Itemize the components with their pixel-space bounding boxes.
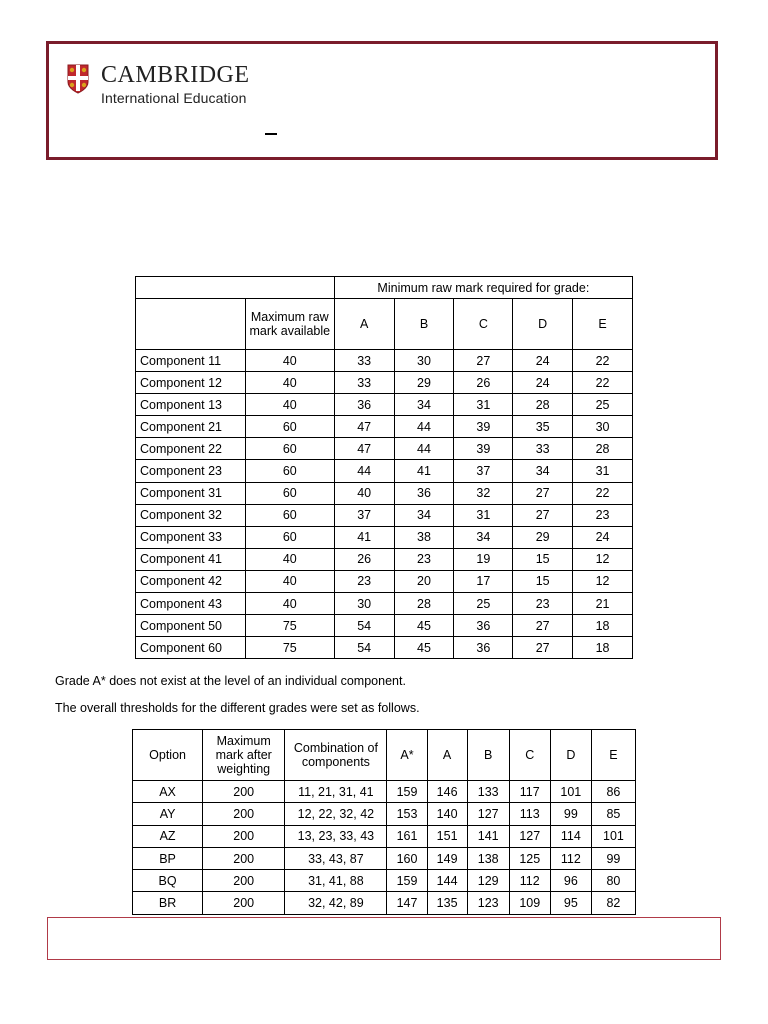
grade-astar-cell: 159 — [387, 870, 427, 892]
grade-a-cell: 30 — [334, 593, 394, 615]
grade-e-cell: 101 — [591, 825, 635, 847]
column-header: C — [454, 299, 513, 350]
grade-e-cell: 21 — [573, 593, 633, 615]
table-row — [136, 350, 633, 372]
combination-cell: 12, 22, 32, 42 — [285, 803, 387, 825]
grade-d-cell: 27 — [513, 482, 573, 504]
option-cell: BR — [133, 892, 203, 914]
grade-d-cell: 114 — [550, 825, 591, 847]
max-mark-cell: 40 — [245, 372, 334, 394]
grade-c-cell: 37 — [454, 460, 513, 482]
grade-d-cell: 24 — [513, 350, 573, 372]
max-mark-cell: 60 — [245, 504, 334, 526]
grade-c-cell: 26 — [454, 372, 513, 394]
brand-subtitle: International Education — [101, 90, 247, 106]
header-box — [46, 41, 718, 160]
grade-d-cell: 33 — [513, 438, 573, 460]
max-mark-cell: 60 — [245, 438, 334, 460]
column-header: A* — [387, 730, 427, 781]
grade-b-cell: 23 — [394, 548, 454, 570]
grade-a-cell: 36 — [334, 394, 394, 416]
grade-d-cell: 101 — [550, 781, 591, 803]
grade-b-cell: 36 — [394, 482, 454, 504]
grade-a-cell: 40 — [334, 482, 394, 504]
grade-d-cell: 15 — [513, 548, 573, 570]
max-mark-cell: 40 — [245, 350, 334, 372]
grade-a-cell: 47 — [334, 416, 394, 438]
option-cell: AZ — [133, 825, 203, 847]
option-cell: BQ — [133, 870, 203, 892]
grade-b-cell: 34 — [394, 504, 454, 526]
grade-d-cell: 99 — [550, 803, 591, 825]
grade-d-cell: 28 — [513, 394, 573, 416]
grade-c-cell: 109 — [509, 892, 550, 914]
grade-a-cell: 54 — [334, 637, 394, 659]
grade-e-cell: 86 — [591, 781, 635, 803]
group-header: Minimum raw mark required for grade: — [334, 277, 632, 299]
grade-d-cell: 29 — [513, 526, 573, 548]
grade-astar-cell: 153 — [387, 803, 427, 825]
table-row — [136, 526, 633, 548]
grade-a-cell: 140 — [427, 803, 467, 825]
combination-cell: 11, 21, 31, 41 — [285, 781, 387, 803]
grade-a-cell: 41 — [334, 526, 394, 548]
grade-astar-cell: 159 — [387, 781, 427, 803]
grade-d-cell: 23 — [513, 593, 573, 615]
grade-e-cell: 23 — [573, 504, 633, 526]
grade-e-cell: 99 — [591, 847, 635, 869]
grade-a-cell: 44 — [334, 460, 394, 482]
column-header: B — [394, 299, 454, 350]
grade-b-cell: 29 — [394, 372, 454, 394]
column-header: C — [509, 730, 550, 781]
grade-e-cell: 80 — [591, 870, 635, 892]
grade-e-cell: 85 — [591, 803, 635, 825]
column-header: Maximum raw mark available — [245, 299, 334, 350]
component-name-cell: Component 31 — [136, 482, 246, 504]
table-row — [136, 548, 633, 570]
grade-c-cell: 127 — [509, 825, 550, 847]
header-blank — [136, 277, 335, 299]
grade-d-cell: 34 — [513, 460, 573, 482]
max-mark-cell: 75 — [245, 637, 334, 659]
component-name-cell: Component 13 — [136, 394, 246, 416]
grade-c-cell: 125 — [509, 847, 550, 869]
component-name-cell: Component 22 — [136, 438, 246, 460]
table-header-row — [136, 299, 633, 350]
grade-c-cell: 36 — [454, 637, 513, 659]
grade-b-cell: 138 — [467, 847, 509, 869]
table-header-row — [136, 277, 633, 299]
grade-c-cell: 32 — [454, 482, 513, 504]
grade-d-cell: 15 — [513, 570, 573, 592]
grade-e-cell: 30 — [573, 416, 633, 438]
grade-b-cell: 127 — [467, 803, 509, 825]
table-row — [136, 615, 633, 637]
max-mark-cell: 200 — [203, 870, 285, 892]
grade-a-cell: 37 — [334, 504, 394, 526]
table-row — [133, 847, 636, 869]
column-header: D — [513, 299, 573, 350]
grade-c-cell: 19 — [454, 548, 513, 570]
grade-b-cell: 141 — [467, 825, 509, 847]
grade-e-cell: 25 — [573, 394, 633, 416]
column-header: D — [550, 730, 591, 781]
table-header-row — [133, 730, 636, 781]
component-name-cell: Component 21 — [136, 416, 246, 438]
grade-a-cell: 33 — [334, 350, 394, 372]
grade-e-cell: 18 — [573, 615, 633, 637]
grade-d-cell: 112 — [550, 847, 591, 869]
grade-e-cell: 22 — [573, 350, 633, 372]
table-row — [136, 372, 633, 394]
max-mark-cell: 200 — [203, 892, 285, 914]
component-name-cell: Component 60 — [136, 637, 246, 659]
grade-e-cell: 82 — [591, 892, 635, 914]
table-row — [136, 438, 633, 460]
grade-c-cell: 31 — [454, 504, 513, 526]
table-row — [136, 394, 633, 416]
grade-e-cell: 12 — [573, 570, 633, 592]
table-row — [136, 460, 633, 482]
table-row — [136, 570, 633, 592]
component-name-cell: Component 32 — [136, 504, 246, 526]
grade-b-cell: 41 — [394, 460, 454, 482]
grade-b-cell: 123 — [467, 892, 509, 914]
max-mark-cell: 75 — [245, 615, 334, 637]
option-cell: AX — [133, 781, 203, 803]
note-no-astar: Grade A* does not exist at the level of an individual component. — [55, 674, 406, 688]
grade-e-cell: 31 — [573, 460, 633, 482]
grade-e-cell: 18 — [573, 637, 633, 659]
max-mark-cell: 40 — [245, 394, 334, 416]
grade-d-cell: 24 — [513, 372, 573, 394]
max-mark-cell: 200 — [203, 803, 285, 825]
grade-c-cell: 34 — [454, 526, 513, 548]
combination-cell: 31, 41, 88 — [285, 870, 387, 892]
grade-c-cell: 112 — [509, 870, 550, 892]
grade-b-cell: 44 — [394, 416, 454, 438]
grade-c-cell: 27 — [454, 350, 513, 372]
table-row — [133, 870, 636, 892]
table-row — [136, 637, 633, 659]
grade-e-cell: 28 — [573, 438, 633, 460]
component-thresholds-table — [135, 276, 633, 659]
table-row — [133, 781, 636, 803]
component-name-cell: Component 42 — [136, 570, 246, 592]
grade-c-cell: 25 — [454, 593, 513, 615]
grade-c-cell: 17 — [454, 570, 513, 592]
table-row — [136, 482, 633, 504]
grade-c-cell: 39 — [454, 416, 513, 438]
grade-c-cell: 117 — [509, 781, 550, 803]
grade-astar-cell: 147 — [387, 892, 427, 914]
table-row — [133, 803, 636, 825]
title-dash — [265, 133, 277, 135]
grade-d-cell: 35 — [513, 416, 573, 438]
grade-d-cell: 27 — [513, 504, 573, 526]
option-rows — [133, 781, 636, 915]
combination-cell: 32, 42, 89 — [285, 892, 387, 914]
combination-cell: 13, 23, 33, 43 — [285, 825, 387, 847]
header-blank — [136, 299, 246, 350]
grade-a-cell: 23 — [334, 570, 394, 592]
column-header: Option — [133, 730, 203, 781]
grade-a-cell: 149 — [427, 847, 467, 869]
note-overall-thresholds: The overall thresholds for the different grades were set as follows. — [55, 701, 420, 715]
grade-a-cell: 144 — [427, 870, 467, 892]
option-cell: AY — [133, 803, 203, 825]
grade-c-cell: 31 — [454, 394, 513, 416]
column-header: E — [573, 299, 633, 350]
column-header: A — [334, 299, 394, 350]
max-mark-cell: 40 — [245, 593, 334, 615]
grade-b-cell: 129 — [467, 870, 509, 892]
grade-c-cell: 113 — [509, 803, 550, 825]
grade-b-cell: 34 — [394, 394, 454, 416]
table-row — [136, 593, 633, 615]
table-row — [136, 416, 633, 438]
table-row — [133, 892, 636, 914]
grade-a-cell: 151 — [427, 825, 467, 847]
max-mark-cell: 60 — [245, 526, 334, 548]
grade-a-cell: 146 — [427, 781, 467, 803]
grade-c-cell: 39 — [454, 438, 513, 460]
column-header: A — [427, 730, 467, 781]
option-cell: BP — [133, 847, 203, 869]
column-header: E — [591, 730, 635, 781]
column-header: Combination of components — [285, 730, 387, 781]
grade-e-cell: 12 — [573, 548, 633, 570]
grade-d-cell: 95 — [550, 892, 591, 914]
grade-astar-cell: 161 — [387, 825, 427, 847]
combination-cell: 33, 43, 87 — [285, 847, 387, 869]
max-mark-cell: 200 — [203, 781, 285, 803]
max-mark-cell: 60 — [245, 482, 334, 504]
footer-box — [47, 917, 721, 960]
grade-d-cell: 27 — [513, 637, 573, 659]
max-mark-cell: 60 — [245, 416, 334, 438]
grade-b-cell: 45 — [394, 615, 454, 637]
grade-b-cell: 45 — [394, 637, 454, 659]
grade-a-cell: 33 — [334, 372, 394, 394]
component-name-cell: Component 11 — [136, 350, 246, 372]
grade-b-cell: 38 — [394, 526, 454, 548]
column-header: Maximum mark after weighting — [203, 730, 285, 781]
grade-c-cell: 36 — [454, 615, 513, 637]
grade-a-cell: 47 — [334, 438, 394, 460]
grade-d-cell: 96 — [550, 870, 591, 892]
max-mark-cell: 40 — [245, 570, 334, 592]
grade-astar-cell: 160 — [387, 847, 427, 869]
grade-e-cell: 24 — [573, 526, 633, 548]
grade-e-cell: 22 — [573, 482, 633, 504]
component-name-cell: Component 50 — [136, 615, 246, 637]
grade-a-cell: 26 — [334, 548, 394, 570]
component-name-cell: Component 33 — [136, 526, 246, 548]
component-name-cell: Component 12 — [136, 372, 246, 394]
table-row — [133, 825, 636, 847]
max-mark-cell: 60 — [245, 460, 334, 482]
grade-b-cell: 133 — [467, 781, 509, 803]
brand-name: CAMBRIDGE — [101, 62, 250, 88]
option-thresholds-table — [132, 729, 636, 915]
grade-b-cell: 30 — [394, 350, 454, 372]
max-mark-cell: 200 — [203, 825, 285, 847]
grade-d-cell: 27 — [513, 615, 573, 637]
component-rows — [136, 350, 633, 659]
grade-b-cell: 44 — [394, 438, 454, 460]
column-header: B — [467, 730, 509, 781]
grade-a-cell: 135 — [427, 892, 467, 914]
crest-icon — [67, 64, 89, 94]
component-name-cell: Component 41 — [136, 548, 246, 570]
grade-b-cell: 28 — [394, 593, 454, 615]
max-mark-cell: 40 — [245, 548, 334, 570]
table-row — [136, 504, 633, 526]
component-name-cell: Component 23 — [136, 460, 246, 482]
max-mark-cell: 200 — [203, 847, 285, 869]
grade-e-cell: 22 — [573, 372, 633, 394]
cambridge-logo — [67, 62, 250, 106]
component-name-cell: Component 43 — [136, 593, 246, 615]
grade-a-cell: 54 — [334, 615, 394, 637]
grade-b-cell: 20 — [394, 570, 454, 592]
